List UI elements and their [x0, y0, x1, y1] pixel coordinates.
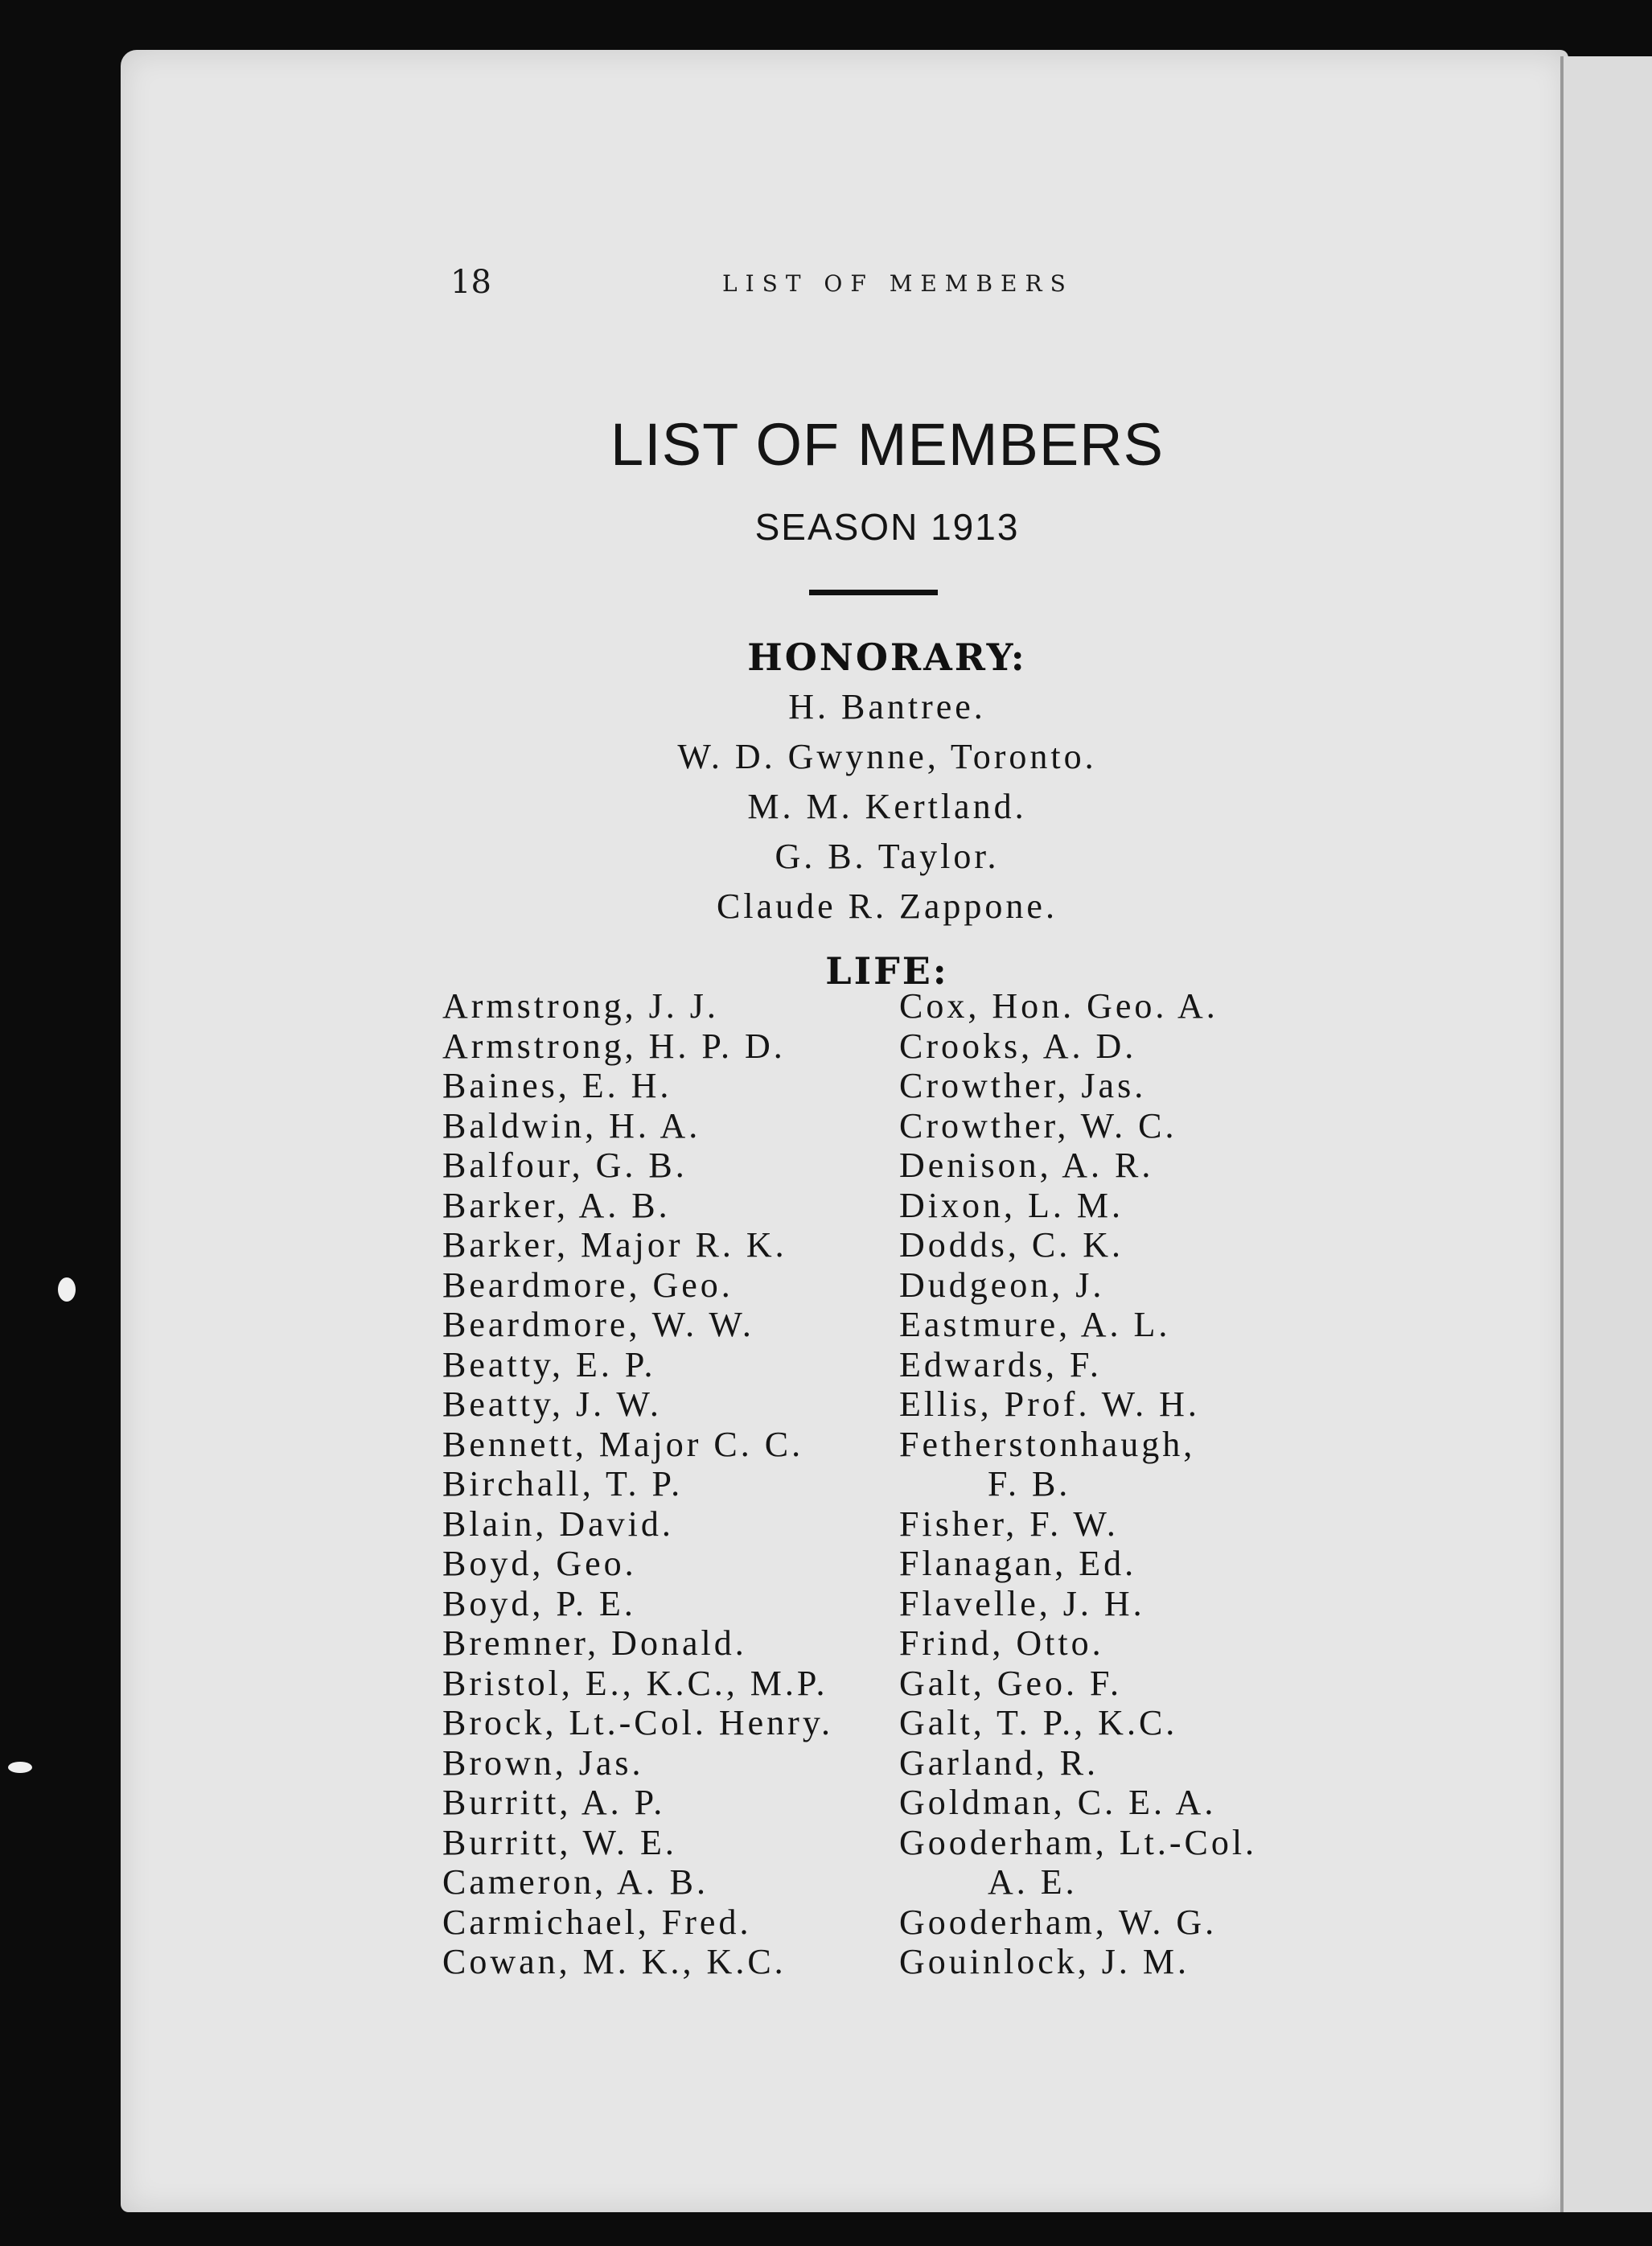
life-member: Birchall, T. P.	[442, 1464, 684, 1504]
page-title: LIST OF MEMBERS	[610, 411, 1164, 478]
life-member: Blain, David.	[442, 1504, 674, 1544]
life-member: Beatty, E. P.	[442, 1344, 656, 1384]
honorary-list	[0, 682, 1652, 932]
life-member: Cameron, A. B.	[442, 1862, 709, 1902]
life-member: Burritt, W. E.	[442, 1822, 677, 1862]
honorary-member: G. B. Taylor.	[775, 837, 1000, 876]
life-members-right-column	[899, 986, 1350, 1982]
honorary-member: Claude R. Zappone.	[717, 886, 1058, 926]
life-member: Ellis, Prof. W. H.	[899, 1384, 1200, 1424]
life-member-continuation: F. B.	[988, 1464, 1071, 1504]
life-member: Carmichael, Fred.	[442, 1902, 752, 1942]
facing-page-edge	[1560, 56, 1652, 2212]
life-member: Crowther, Jas.	[899, 1066, 1147, 1105]
life-member: Dodds, C. K.	[899, 1225, 1124, 1265]
honorary-member: M. M. Kertland.	[747, 787, 1027, 826]
speck	[8, 1762, 32, 1773]
life-members-left-column	[442, 986, 893, 1982]
life-member: Denison, A. R.	[899, 1146, 1154, 1185]
life-member: Dixon, L. M.	[899, 1185, 1124, 1225]
life-member: Eastmure, A. L.	[899, 1305, 1171, 1344]
life-member: Brock, Lt.-Col. Henry.	[442, 1703, 833, 1742]
life-member: Flanagan, Ed.	[899, 1544, 1137, 1583]
life-member: Flavelle, J. H.	[899, 1583, 1145, 1623]
life-member: Frind, Otto.	[899, 1623, 1104, 1663]
life-member: Garland, R.	[899, 1742, 1099, 1783]
life-member: Beatty, J. W.	[442, 1384, 662, 1424]
life-member: Gouinlock, J. M.	[899, 1942, 1190, 1981]
life-member: Boyd, P. E.	[442, 1583, 636, 1623]
life-member: Crowther, W. C.	[899, 1105, 1177, 1146]
life-member: Baines, E. H.	[442, 1066, 672, 1105]
life-member: Beardmore, Geo.	[442, 1265, 734, 1305]
honorary-heading: HONORARY:	[747, 636, 1027, 679]
season-subtitle: SEASON 1913	[754, 506, 1020, 548]
life-member: Burritt, A. P.	[442, 1783, 666, 1822]
life-member: Bennett, Major C. C.	[442, 1424, 804, 1464]
life-member: Cowan, M. K., K.C.	[442, 1942, 787, 1981]
life-member: Gooderham, Lt.-Col.	[899, 1822, 1258, 1862]
life-member: Fetherstonhaugh,	[899, 1424, 1196, 1464]
life-member: Beardmore, W. W.	[442, 1305, 754, 1344]
speck	[58, 1277, 76, 1302]
life-member: Galt, T. P., K.C.	[899, 1703, 1178, 1742]
life-member: Crooks, A. D.	[899, 1026, 1137, 1066]
life-member: Dudgeon, J.	[899, 1265, 1105, 1305]
life-member: Cox, Hon. Geo. A.	[899, 986, 1218, 1026]
life-member: Barker, A. B.	[442, 1185, 671, 1225]
page-number: 18	[450, 264, 491, 301]
life-member: Goldman, C. E. A.	[899, 1783, 1217, 1822]
life-member: Baldwin, H. A.	[442, 1105, 701, 1146]
life-member-continuation: A. E.	[988, 1862, 1078, 1902]
life-member: Galt, Geo. F.	[899, 1663, 1123, 1703]
life-member: Barker, Major R. K.	[442, 1225, 787, 1265]
life-member: Balfour, G. B.	[442, 1146, 688, 1185]
honorary-member: H. Bantree.	[788, 687, 986, 726]
life-member: Fisher, F. W.	[899, 1504, 1119, 1544]
running-title: LIST OF MEMBERS	[722, 270, 1074, 297]
title-rule	[809, 590, 938, 595]
honorary-member: W. D. Gwynne, Toronto.	[677, 737, 1097, 776]
life-member: Boyd, Geo.	[442, 1544, 637, 1583]
life-member: Gooderham, W. G.	[899, 1902, 1218, 1942]
life-member: Brown, Jas.	[442, 1742, 644, 1783]
life-member: Armstrong, J. J.	[442, 986, 719, 1026]
life-heading: LIFE:	[825, 949, 949, 993]
life-member: Edwards, F.	[899, 1344, 1102, 1384]
life-member: Armstrong, H. P. D.	[442, 1026, 786, 1066]
life-member: Bristol, E., K.C., M.P.	[442, 1663, 828, 1703]
life-member: Bremner, Donald.	[442, 1623, 747, 1663]
